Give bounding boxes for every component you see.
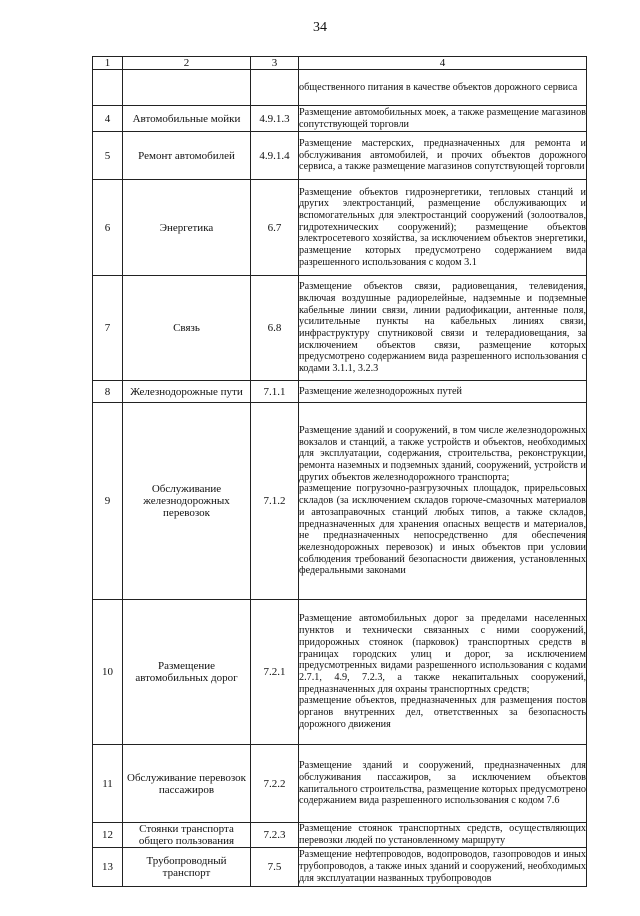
use-type-name: Связь [123, 276, 251, 381]
page-number: 34 [313, 20, 327, 35]
use-type-description [299, 403, 587, 600]
header-cell-3: 3 [251, 57, 299, 70]
use-type-name [123, 70, 251, 106]
use-type-name: Ремонт автомобилей [123, 132, 251, 180]
use-type-description [299, 848, 587, 887]
use-type-name: Обслуживание железнодорожных перевозок [123, 403, 251, 600]
description-paragraph: Размещение нефтепроводов, водопроводов, газопроводов и иных трубопроводов, а также иных зданий и сооружений, необходимых для эксплуатации названных трубопроводов [299, 849, 586, 884]
row-number: 10 [93, 600, 123, 745]
table-row [93, 106, 587, 132]
use-type-code: 7.5 [251, 848, 299, 887]
use-type-code: 7.2.3 [251, 823, 299, 848]
description-paragraph: Размещение мастерских, предназначенных для ремонта и обслуживания автомобилей, и прочих объектов дорожного сервиса, а также размещение магазинов сопутствующей торговли [299, 137, 586, 173]
use-type-name: Трубопроводный транспорт [123, 848, 251, 887]
table-row [93, 823, 587, 848]
header-row [93, 57, 587, 70]
use-type-code: 7.1.2 [251, 403, 299, 600]
table-row [93, 180, 587, 276]
description-paragraph: общественного питания в качестве объектов дорожного сервиса [299, 81, 578, 93]
row-number: 6 [93, 180, 123, 276]
row-number [93, 70, 123, 106]
use-type-name: Стоянки транспорта общего пользования [123, 823, 251, 848]
description-paragraph: Размещение железнодорожных путей [299, 385, 462, 397]
use-type-code: 4.9.1.4 [251, 132, 299, 180]
table-row [93, 381, 587, 403]
use-type-code: 7.2.2 [251, 745, 299, 823]
table-row [93, 132, 587, 180]
use-type-description [299, 276, 587, 381]
table-row [93, 70, 587, 106]
use-type-code: 6.7 [251, 180, 299, 276]
use-type-name: Обслуживание перевозок пассажиров [123, 745, 251, 823]
use-type-code: 7.2.1 [251, 600, 299, 745]
description-paragraph: Размещение автомобильных моек, а также размещение магазинов сопутствующей торговли [299, 106, 586, 130]
description-paragraph: Размещение объектов связи, радиовещания, телевидения, включая воздушные радиорелейные, надземные и подземные кабельные линии связи, линии радиофикации, антенные поля, усилительные пункты на кабельных линиях связи, инфраструктуру спутниковой связи и телерадиовещания, за исключением объектов связи, размещение которых предусмотрено содержанием вида разрешенного использования с кодами 3.1.1, 3.2.3 [299, 281, 586, 375]
use-type-code [251, 70, 299, 106]
use-type-description [299, 132, 587, 180]
description-paragraph: размещение погрузочно-разгрузочных площадок, прирельсовых складов (за исключением складов горюче-смазочных материалов и автозаправочных станций любых типов, а также складов, предназначенных для хранения опасных веществ и материалов, не предназначенных непосредственно для обеспечения железнодорожных перевозок) и иных объектов при условии соблюдения требований безопасности движения, установленных федеральными законами [299, 483, 586, 577]
use-type-description [299, 381, 587, 403]
use-type-description [299, 70, 587, 106]
use-type-code: 6.8 [251, 276, 299, 381]
description-paragraph: Размещение зданий и сооружений, в том числе железнодорожных вокзалов и станций, а также устройств и объектов, необходимых для эксплуатации, содержания, строительства, реконструкции, ремонта наземных и подземных зданий, сооружений, устройств и других объектов железнодорожного транспорта; [299, 424, 586, 483]
row-number: 8 [93, 381, 123, 403]
row-number: 12 [93, 823, 123, 848]
use-type-description [299, 745, 587, 823]
description-paragraph: Размещение автомобильных дорог за пределами населенных пунктов и технически связанных с ними сооружений, придорожных стоянок (парковок) транспортных средств в границах городских улиц и дорог, за исключением предусмотренных видами разрешенного использования с кодами 2.7.1, 4.9, 7.2.3, а также некапитальных сооружений, предназначенных для охраны транспортных средств; [299, 613, 586, 695]
description-paragraph: Размещение стоянок транспортных средств, осуществляющих перевозки людей по установленному маршруту [299, 823, 586, 846]
use-type-name: Энергетика [123, 180, 251, 276]
description-paragraph: Размещение объектов гидроэнергетики, тепловых станций и других электростанций, размещение обслуживающих и вспомогательных для электростанций сооружений (золоотвалов, гидротехнических сооружений); размещение объектов электросетевого хозяйства, за исключением объектов энергетики, размещение которых предусмотрено содержанием вида разрешенного использования с кодом 3.1 [299, 186, 586, 268]
description-paragraph: Размещение зданий и сооружений, предназначенных для обслуживания пассажиров, за исключением объектов капитального строительства, размещение которых предусмотрено содержанием вида разрешенного использования с кодом 7.6 [299, 760, 586, 807]
table-row [93, 276, 587, 381]
use-type-name: Железнодорожные пути [123, 381, 251, 403]
header-cell-4: 4 [299, 57, 587, 70]
table-row [93, 403, 587, 600]
header-cell-2: 2 [123, 57, 251, 70]
row-number: 11 [93, 745, 123, 823]
header-cell-1: 1 [93, 57, 123, 70]
table-row [93, 745, 587, 823]
use-type-description [299, 180, 587, 276]
use-type-description [299, 823, 587, 848]
use-type-code: 4.9.1.3 [251, 106, 299, 132]
use-type-description [299, 106, 587, 132]
use-type-code: 7.1.1 [251, 381, 299, 403]
use-type-name: Автомобильные мойки [123, 106, 251, 132]
use-type-description [299, 600, 587, 745]
row-number: 4 [93, 106, 123, 132]
use-type-name: Размещение автомобильных дорог [123, 600, 251, 745]
table-row [93, 600, 587, 745]
row-number: 7 [93, 276, 123, 381]
row-number: 5 [93, 132, 123, 180]
land-use-table [92, 56, 587, 887]
table-row [93, 848, 587, 887]
row-number: 9 [93, 403, 123, 600]
description-paragraph: размещение объектов, предназначенных для размещения постов органов внутренних дел, ответственных за безопасность дорожного движения [299, 695, 586, 730]
row-number: 13 [93, 848, 123, 887]
